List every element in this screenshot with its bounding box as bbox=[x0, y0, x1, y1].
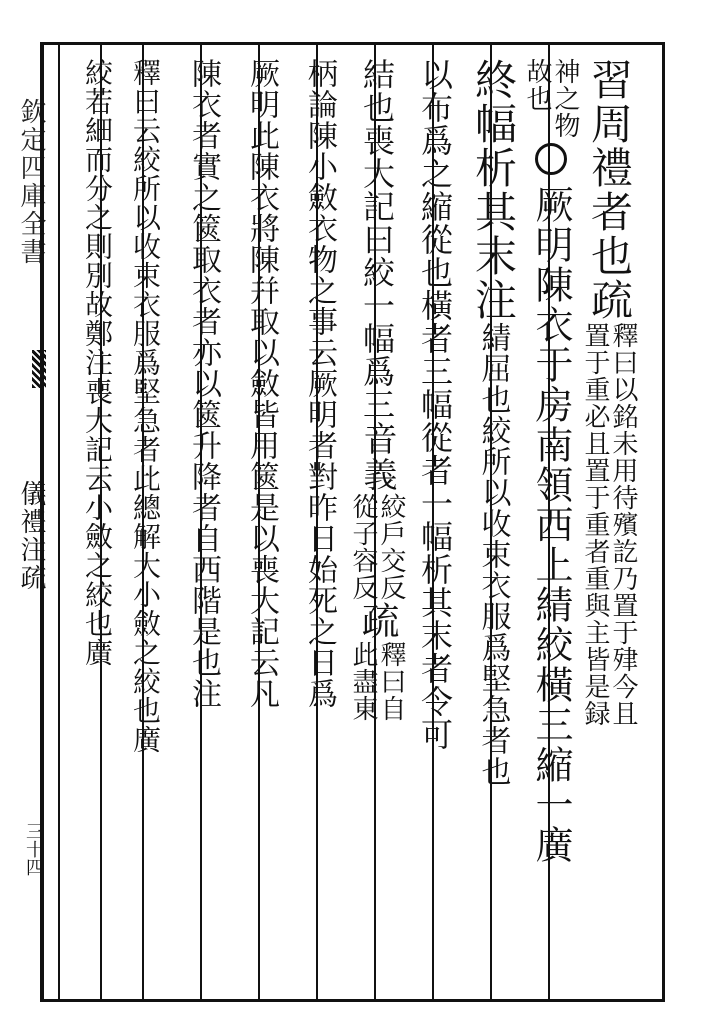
commentary-text: 綪屈也絞所以收束衣服爲堅急者也 bbox=[475, 322, 511, 787]
commentary-left: 置于重必且置于重者重與主皆是録 bbox=[580, 322, 610, 727]
main-text: 習周禮者也疏 bbox=[585, 58, 634, 322]
commentary-text: 柄論陳小斂衣物之事云厥明者對昨日始死之日爲 bbox=[302, 58, 337, 709]
main-text: 厥明陳衣于房南領西上綪絞橫三縮一廣 bbox=[529, 185, 573, 865]
commentary-text: 陳衣者實之篋取衣者亦以篋升降者自西階是也注 bbox=[186, 58, 221, 709]
commentary-right: 釋曰自 bbox=[376, 641, 406, 722]
commentary-text: 釋曰云絞所以收束衣服爲堅急者此總解大小斂之絞也廣 bbox=[129, 58, 162, 754]
main-text: 疏 bbox=[355, 601, 399, 641]
text-column-1 bbox=[580, 58, 638, 727]
commentary-text: 絞若細而分之則別故鄭注喪大記云小斂之絞也廣 bbox=[81, 58, 114, 667]
commentary-left: 從子容反 bbox=[348, 493, 378, 601]
commentary-right: 絞戶交反 bbox=[376, 493, 406, 601]
text-column-3 bbox=[467, 58, 519, 787]
commentary-split bbox=[524, 58, 578, 139]
text-column-10 bbox=[77, 58, 117, 667]
text-column-7 bbox=[235, 58, 287, 709]
commentary-split bbox=[350, 641, 404, 722]
commentary-text: 以布爲之縮從也橫者三幅從者一幅析其末者令可 bbox=[416, 58, 454, 751]
margin-page-number: 三十四 bbox=[23, 822, 44, 876]
text-column-6 bbox=[293, 58, 345, 709]
commentary-text: 結也喪大記曰絞一幅爲三 bbox=[358, 58, 396, 421]
commentary-left: 故也 bbox=[522, 58, 552, 112]
text-column-8 bbox=[177, 58, 229, 709]
commentary-right: 神之物 bbox=[550, 58, 580, 139]
text-column-2 bbox=[522, 58, 580, 865]
commentary-split bbox=[582, 322, 636, 727]
text-column-9 bbox=[119, 58, 171, 754]
main-text: 終幅析其末注 bbox=[469, 58, 518, 322]
section-marker-circle bbox=[535, 143, 567, 175]
margin-book-title: 儀禮注疏 bbox=[16, 480, 46, 592]
commentary-left: 此盡東 bbox=[348, 641, 378, 722]
main-text: 音義 bbox=[357, 421, 397, 493]
commentary-right: 釋曰以銘未用待殯訖乃置于肂今且 bbox=[608, 322, 638, 727]
text-column-5 bbox=[348, 58, 406, 722]
text-column-4 bbox=[409, 58, 461, 751]
commentary-split bbox=[350, 493, 404, 601]
margin-collection-title: 欽定四庫全書 bbox=[16, 98, 46, 266]
commentary-text: 厥明此陳衣將陳幷取以斂皆用篋是以喪大記云凡 bbox=[244, 58, 279, 709]
margin-gutter bbox=[0, 40, 46, 1020]
column-rule bbox=[58, 42, 60, 1002]
